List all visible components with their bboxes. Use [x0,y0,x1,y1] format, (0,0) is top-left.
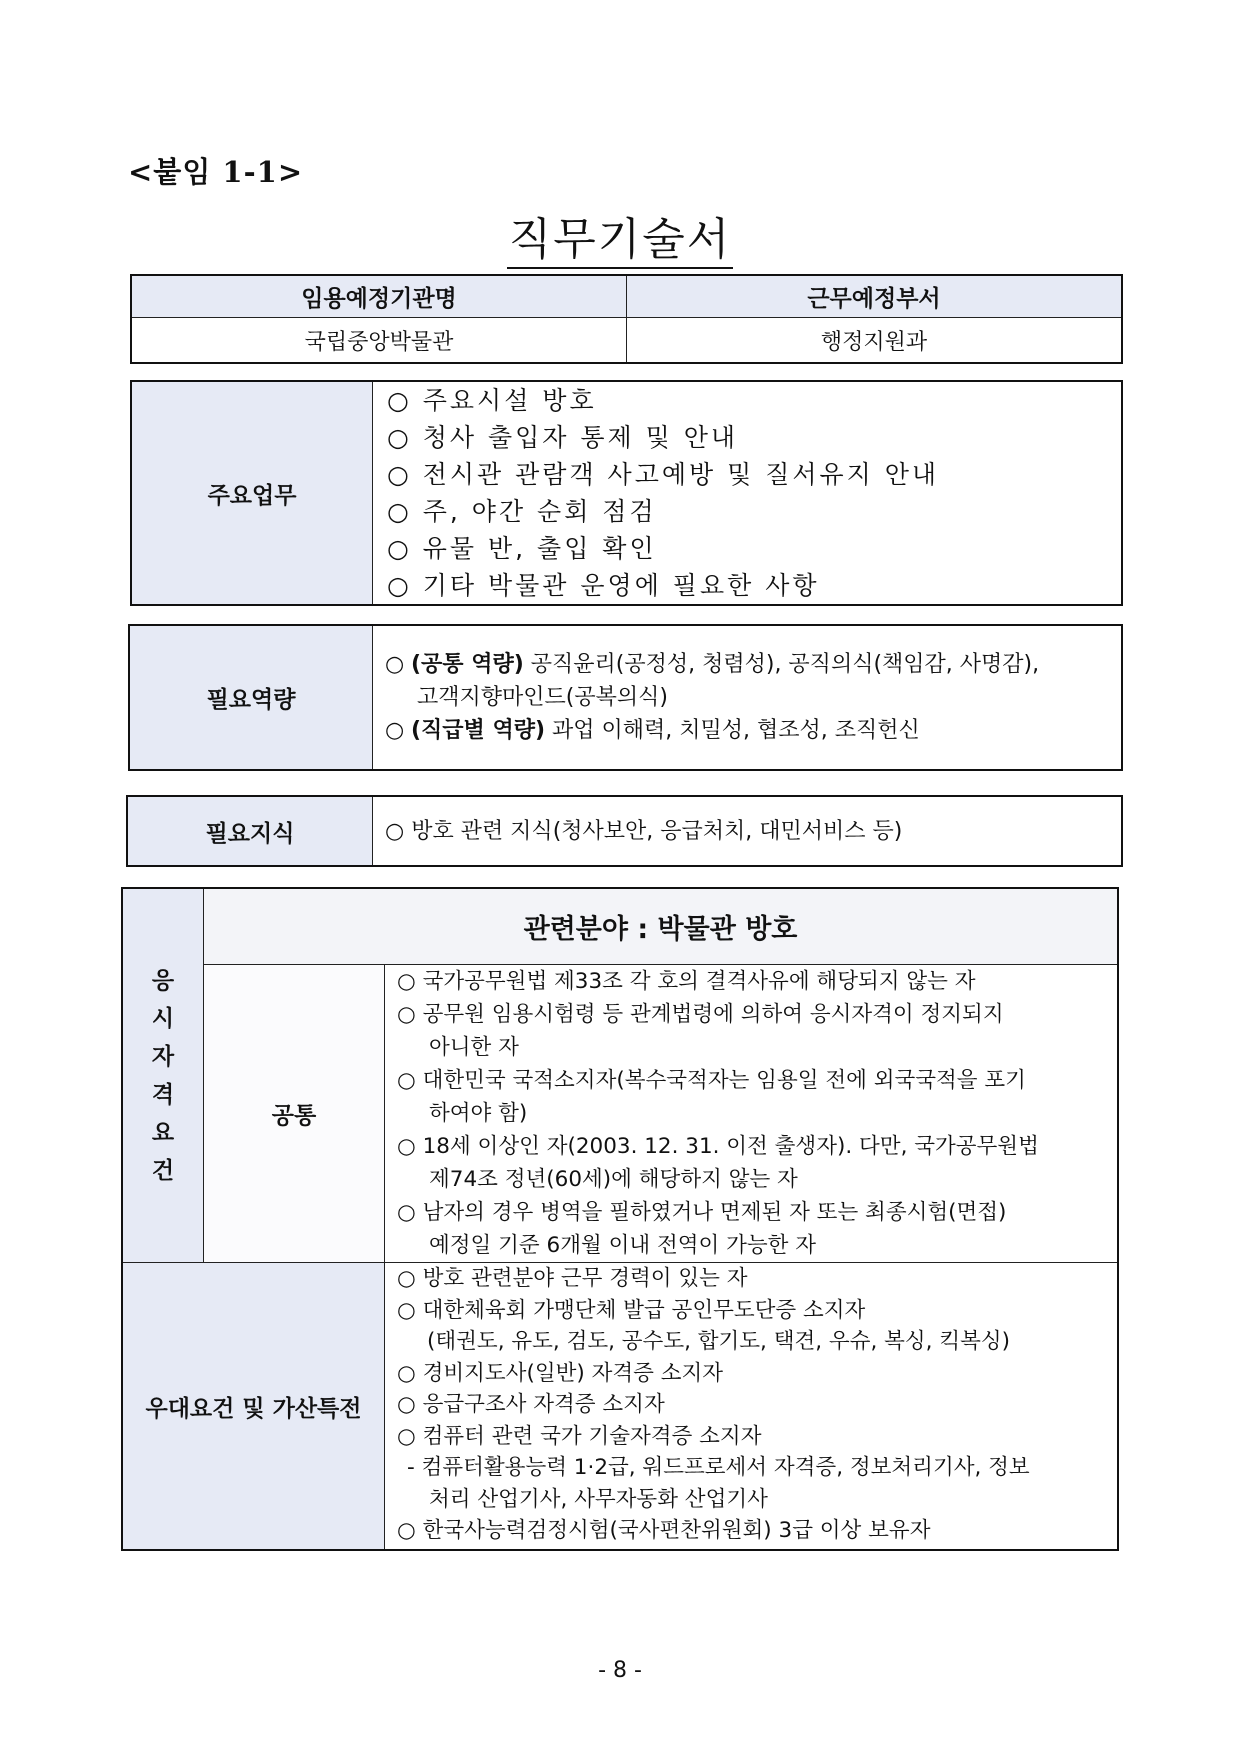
common-label: 공통 [204,965,385,1263]
preference-line: - 컴퓨터활용능력 1·2급, 워드프로세서 자격증, 정보처리기사, 정보 [407,1455,1030,1480]
common-competency-title: (공통 역량) [411,652,524,677]
preference-line: ○ 방호 관련분야 근무 경력이 있는 자 [397,1266,748,1291]
requirement-line: ○ 공무원 임용시험령 등 관계법령에 의하여 응시자격이 정지되지 [397,1002,1004,1027]
preference-list [385,1263,1118,1550]
competency-label: 필요역량 [130,626,373,770]
vertical-char: 자 [151,1043,175,1070]
org-name-header: 임용예정기관명 [132,276,627,318]
common-competency-text-2: 고객지향마인드(공복의식) [417,685,668,710]
grade-competency-text: 과업 이해력, 치밀성, 협조성, 조직헌신 [545,718,920,743]
requirement-line: ○ 국가공무원법 제33조 각 호의 결격사유에 해당되지 않는 자 [397,969,976,994]
duty-item: ○ 주요시설 방호 [387,386,597,415]
vertical-char: 시 [151,1005,175,1032]
eligibility-vertical-label [123,889,204,1263]
requirement-line: 하여야 함) [429,1101,528,1126]
requirement-line: 예정일 기준 6개월 이내 전역이 가능한 자 [429,1233,816,1258]
requirement-line: 아니한 자 [429,1035,519,1060]
duty-item: ○ 청사 출입자 통제 및 안내 [387,423,739,452]
requirement-line: 제74조 정년(60세)에 해당하지 않는 자 [429,1167,798,1192]
page-number: - 8 - [598,1658,642,1683]
document-title: 직무기술서 [507,214,734,269]
preference-line: (태권도, 유도, 검도, 공수도, 합기도, 택견, 우슈, 복싱, 킥복싱) [427,1329,1011,1354]
duty-item: ○ 주, 야간 순회 점검 [387,497,657,526]
requirement-line: ○ 대한민국 국적소지자(복수국적자는 임용일 전에 외국국적을 포기 [397,1068,1026,1093]
preference-line: ○ 대한체육회 가맹단체 발급 공인무도단증 소지자 [397,1297,866,1323]
document-title-wrap [0,203,1240,267]
main-duties-list [373,382,1122,605]
vertical-char: 건 [151,1157,175,1184]
dept-value: 행정지원과 [627,318,1122,363]
org-name-value: 국립중앙박물관 [132,318,627,363]
vertical-char: 격 [151,1081,175,1108]
duty-item: ○ 유물 반, 출입 확인 [387,534,657,563]
preference-line: ○ 응급구조사 자격증 소지자 [397,1392,665,1417]
main-duties-table [131,381,1122,605]
dept-header: 근무예정부서 [627,276,1122,318]
org-table [131,275,1122,363]
vertical-char: 응 [151,967,175,994]
common-competency [385,648,1121,681]
knowledge-label: 필요지식 [128,797,373,866]
duty-item: ○ 전시관 관람객 사고예방 및 질서유지 안내 [387,460,940,489]
knowledge-table [127,796,1122,866]
requirements-table [122,888,1118,1550]
preference-line: ○ 컴퓨터 관련 국가 기술자격증 소지자 [397,1423,762,1449]
preference-label: 우대요건 및 가산특전 [123,1263,385,1550]
grade-competency-title: (직급별 역량) [411,718,546,743]
preference-line: ○ 한국사능력검정시험(국사편찬위원회) 3급 이상 보유자 [397,1518,931,1543]
main-duties-label: 주요업무 [132,382,373,605]
preference-line: ○ 경비지도사(일반) 자격증 소지자 [397,1360,724,1386]
requirement-line: ○ 18세 이상인 자(2003. 12. 31. 이전 출생자). 다만, 국가공무원법 [397,1134,1039,1159]
duty-item: ○ 기타 박물관 운영에 필요한 사항 [387,571,820,600]
attachment-label: <붙임 1-1> [128,155,304,189]
requirement-line: ○ 남자의 경우 병역을 필하였거나 면제된 자 또는 최종시험(면접) [397,1200,1007,1225]
circle-bullet-icon: ○ [385,718,405,743]
common-competency-text: 공직윤리(공정성, 청렴성), 공직의식(책임감, 사명감), [523,652,1040,677]
related-field-header: 관련분야 : 박물관 방호 [204,889,1118,965]
competency-table [129,625,1122,770]
grade-competency [385,714,1121,747]
knowledge-text: ○ 방호 관련 지식(청사보안, 응급처치, 대민서비스 등) [373,797,1122,866]
common-requirements-list [385,965,1118,1263]
vertical-char: 요 [151,1119,175,1146]
circle-bullet-icon: ○ [385,652,405,677]
preference-line: 처리 산업기사, 사무자동화 산업기사 [429,1486,768,1512]
competency-content [373,626,1122,770]
